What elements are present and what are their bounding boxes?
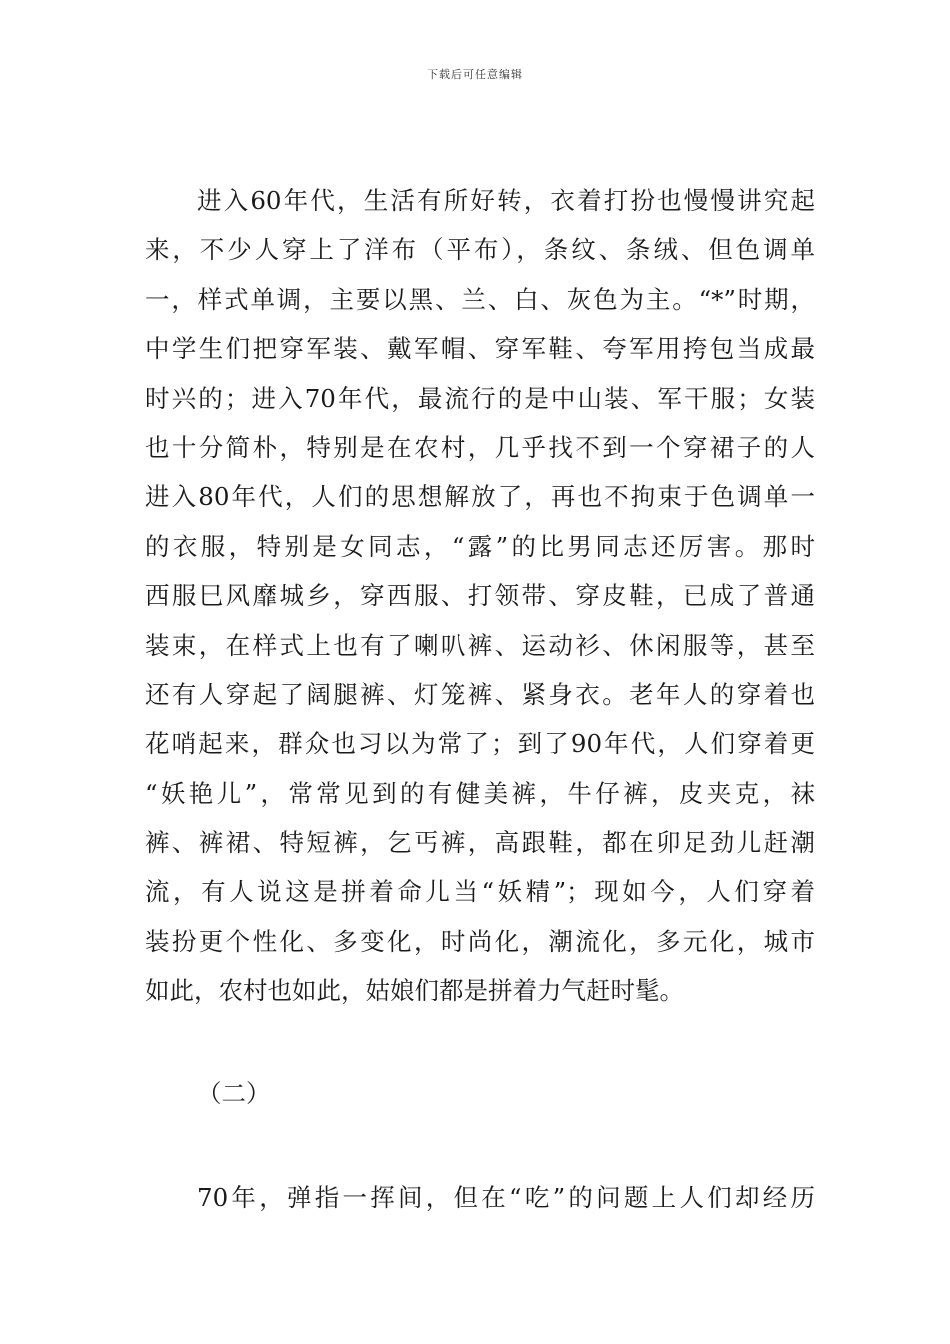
text-line: 中学生们把穿军装、戴军帽、穿军鞋、夸军用挎包当成最 bbox=[145, 334, 815, 364]
text-line: 进入80年代，人们的思想解放了，再也不拘束于色调单一 bbox=[145, 482, 815, 512]
text-line: 进入60年代，生活有所好转，衣着打扮也慢慢讲究起 bbox=[197, 186, 815, 215]
text-line: 时兴的；进入70年代，最流行的是中山装、军干服；女装 bbox=[145, 383, 815, 413]
page-header: 下载后可任意编辑 bbox=[427, 68, 523, 81]
text-line: 装扮更个性化、多变化，时尚化，潮流化，多元化，城市 bbox=[145, 926, 815, 956]
text-line: 也十分简朴，特别是在农村，几乎找不到一个穿裙子的人 bbox=[145, 432, 815, 462]
text-line: 一，样式单调，主要以黑、兰、白、灰色为主。“*”时期， bbox=[145, 284, 815, 314]
text-line: 西服巳风靡城乡，穿西服、打领带、穿皮鞋，已成了普通 bbox=[145, 581, 815, 611]
text-line: 裤、裤裙、特短裤，乞丐裤，高跟鞋，都在卯足劲儿赶潮 bbox=[145, 828, 815, 858]
text-line: 来，不少人穿上了洋布（平布），条纹、条绒、但色调单 bbox=[145, 235, 815, 265]
text-line: 花哨起来，群众也习以为常了；到了90年代，人们穿着更 bbox=[145, 729, 815, 759]
paragraph-food-history bbox=[145, 1173, 815, 1222]
text-line: 如此，农村也如此，姑娘们都是拼着力气赶时髦。 bbox=[145, 976, 684, 1006]
paragraph-clothing-history bbox=[145, 176, 815, 1016]
text-line: 的衣服，特别是女同志，“露”的比男同志还厉害。那时 bbox=[145, 531, 815, 561]
text-line: “妖艳儿”，常常见到的有健美裤，牛仔裤，皮夹克，袜 bbox=[145, 778, 815, 808]
text-line: 70年，弹指一挥间，但在“吃”的问题上人们却经历 bbox=[197, 1183, 815, 1212]
text-line: 还有人穿起了阔腿裤、灯笼裤、紧身衣。老年人的穿着也 bbox=[145, 679, 815, 709]
text-line: 流，有人说这是拼着命儿当“妖精”；现如今，人们穿着 bbox=[145, 877, 815, 907]
text-line: 装束，在样式上也有了喇叭裤、运动衫、休闲服等，甚至 bbox=[145, 630, 815, 660]
section-heading: （二） bbox=[197, 1079, 271, 1108]
